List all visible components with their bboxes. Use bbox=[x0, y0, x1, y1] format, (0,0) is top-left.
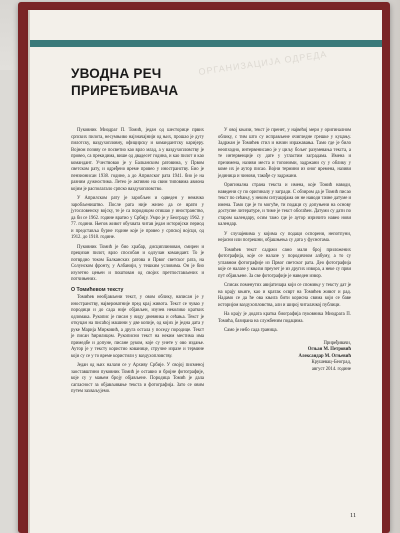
right-paragraph-7: Само је небо сада граница. bbox=[224, 328, 278, 333]
header-band bbox=[30, 40, 382, 47]
left-paragraph-1: Пуковник Миодраг П. Томић, један од шесторице првих српских пилота, несумњиво најзначајнији од њих, прошао је дугу пилотску, ваздухопловну, официрску и командантску каријеру. Војном позиву се посветио као врло млад, а у ваздухопловству је провео, са прекидима, више од двадесет година, и као пилот и као командант. Учествовао је у Балканским ратовима, у Првом светском рату, и одређено време провео у иностранству. Био је пензионисан 1938. године, а до Априлског рата 1941. био је на разним дужностима. Летео је активно на свим типовима авиона којим је располагало српско ваздухопловство. bbox=[71, 128, 204, 192]
sign-date: август 2014. године bbox=[311, 366, 351, 372]
sign-place: Крушевац–Београд, bbox=[311, 360, 351, 365]
title-line-2: ПРИРЕЂИВАЧА bbox=[71, 83, 179, 98]
sign-role: Приређивачи, bbox=[323, 340, 351, 346]
left-paragraph-3: Пуковник Томић је био храбар, дисциплинован, смирен и прецизан пилот, врло способан и одлучан командант. То је потврдио током Балканских ратова и Првог светског рата, на Солунском фронту, у Албанији, у тешким условима. Он је био изузетно цењен и поштован од својих претпостављених и потчињених. bbox=[71, 244, 204, 282]
right-paragraph-3: У случајевима у којима су подаци оспорени, непотпуни, нејасни или погрешни, објашњења су дата у фуснотама. bbox=[218, 231, 351, 243]
signature-block bbox=[218, 341, 351, 374]
right-paragraph-6: На крају је додата кратка биографија пуковника Миодрага П. Томића, базирана на службеним подацима. bbox=[218, 312, 351, 324]
right-paragraph-1: У овој књизи, текст је пренет, у највећој мери у оригиналном облику, с тим што су исправљене очигледне грешке у куцању. Задржан је Томићев стил и начин изражавања. Тамо где је било неопходно, интервенисано је у циљу бољег разумевања текста, а те интервенције су дате у угластим заградама. Имена и презимена, називи места и топоними, задржани су у облику у коме их је аутор писао. Војни термини из оног времена, називи јединица и чинови, такође су задржани. bbox=[218, 128, 351, 179]
right-paragraph-4: Томићев текст садржи само мали број приложених фотографија, које се налазе у породичном албуму, а то су углавном фотографије из Првог светског рата. Део фотографија које се налазе у књизи преузет је из других извора, а неке су први пут објављене. За све фотографије је наведен извор. bbox=[218, 247, 351, 279]
left-paragraph-4: Томићев необјављени текст, у овом облику, написан је у иностранству, највероватније пред крај живота. Текст се чувао у породици и до сада није објављен, изузев неколико кратких одломака. Рукопис је писан у виду дневника и сећања. Текст је откуцан на писаћој машини у две копије, од којих је једна дата у руке Марија Мирковић, а друга остала у поседу породице. Текст је писан ћирилицом. Рукописни текст на неким местима има примедбе и допуне, писане руком, које су унете у ово издање. Аутор је у тексту користио кованице, стручне изразе и термине који су се у то време користили у ваздухопловству. bbox=[71, 295, 204, 359]
title-line-1: УВОДНА РЕЧ bbox=[71, 66, 162, 81]
left-column bbox=[71, 128, 204, 399]
left-paragraph-2: У Априлском рату је заробљен и одведен у немачко заробљеништво. После рата није желео да се врати у југословенску војску, те је са породицом отишао у иностранство, да би се 1962. године вратио у Србију. Умро је у Београду 1962. у 77. години. Његов живот обухвата читав један историјски период и представља бурне године које је провео у српској војсци, од 1912. до 1918. године. bbox=[71, 196, 204, 240]
sign-name-2: Александар М. Огњевић bbox=[298, 353, 351, 359]
page-title bbox=[71, 65, 178, 99]
section-heading: О Томићевом тексту bbox=[71, 286, 124, 293]
right-column bbox=[218, 128, 351, 373]
left-paragraph-5: Један од њих налази се у Архиву Србије. У својој писменој заоставштини пуковник Томић је оставио и бројне фотографије, које су у мањем броју објављене. Породица Томић је дала сагласност за објављивање текста и фотографија. Зато се овим путем захваљујемо. bbox=[71, 363, 204, 394]
watermark-text: ОРГАНИЗАЦИЈА ОДРЕДА bbox=[197, 49, 328, 77]
sign-name-1: Огњан М. Петровић bbox=[307, 347, 351, 352]
page-number: 11 bbox=[350, 512, 357, 519]
right-paragraph-5: Списак поменутих авијатичара који се спомињу у тексту дат је на крају књиге, као и кратак осврт на Томићев живот и рад. Надамо се да ће ова књига бити корисна свима који се баве историјом ваздухопловства, али и широј читалачкој публици. bbox=[218, 283, 351, 308]
right-paragraph-2: Оригинална страна текста и имена, које Томић наводи, наведени су по оригиналу у загради. С обзиром да је Томић писао текст по сећању, у неким ситуацијама он не наводи тачне датуме и имена. Тамо где је то могуће, ти подаци су допуњени на основу доступне литературе, и тиме је текст обогаћен. Датуми су дати по старом календару, осим тамо где је аутор изричито навео нови календар. bbox=[218, 183, 351, 227]
